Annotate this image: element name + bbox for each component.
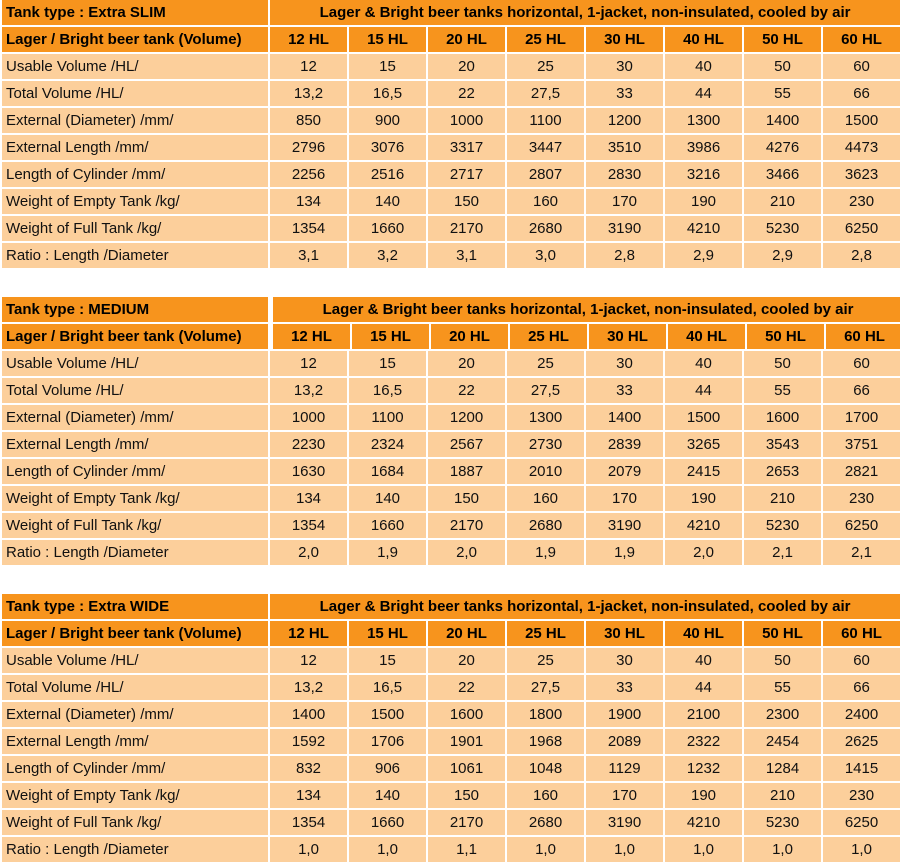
table-cell: 12 bbox=[270, 648, 347, 673]
table-cell: 1,0 bbox=[744, 837, 821, 862]
table-cell: 2830 bbox=[586, 162, 663, 187]
table-row bbox=[2, 810, 900, 835]
table-cell: 27,5 bbox=[507, 378, 584, 403]
row-label: External (Diameter) /mm/ bbox=[2, 405, 268, 430]
table-cell: 2,9 bbox=[665, 243, 742, 268]
table-cell: 1,0 bbox=[507, 837, 584, 862]
spec-table bbox=[0, 0, 900, 270]
table-cell: 1500 bbox=[665, 405, 742, 430]
table-cell: 2567 bbox=[428, 432, 505, 457]
table-cell: 30 bbox=[586, 648, 663, 673]
table-cell: 2,8 bbox=[823, 243, 900, 268]
table-cell: 12 bbox=[270, 54, 347, 79]
row-label: Length of Cylinder /mm/ bbox=[2, 459, 268, 484]
table-cell: 2170 bbox=[428, 216, 505, 241]
table-cell: 5230 bbox=[744, 216, 821, 241]
table-cell: 50 bbox=[744, 351, 821, 376]
table-row bbox=[2, 783, 900, 808]
table-cell: 2680 bbox=[507, 810, 584, 835]
table-cell: 40 bbox=[665, 648, 742, 673]
table-cell: 55 bbox=[744, 378, 821, 403]
table-cell: 832 bbox=[270, 756, 347, 781]
table-cell: 2516 bbox=[349, 162, 426, 187]
table-title-row bbox=[2, 297, 900, 322]
table-row bbox=[2, 648, 900, 673]
table-cell: 60 bbox=[823, 54, 900, 79]
table-cell: 3,0 bbox=[507, 243, 584, 268]
table-cell: 2400 bbox=[823, 702, 900, 727]
table-cell: 2680 bbox=[507, 513, 584, 538]
table-row bbox=[2, 513, 900, 538]
table-cell: 1300 bbox=[507, 405, 584, 430]
table-cell: 44 bbox=[665, 81, 742, 106]
table-cell: 2,0 bbox=[665, 540, 742, 565]
table-cell: 140 bbox=[349, 189, 426, 214]
spec-table bbox=[0, 592, 900, 864]
table-cell: 4210 bbox=[665, 810, 742, 835]
table-cell: 60 bbox=[823, 648, 900, 673]
row-label: Total Volume /HL/ bbox=[2, 378, 268, 403]
column-header: 50 HL bbox=[747, 324, 824, 349]
table-row bbox=[2, 216, 900, 241]
table-row bbox=[2, 405, 900, 430]
table-cell: 1000 bbox=[428, 108, 505, 133]
table-description: Lager & Bright beer tanks horizontal, 1-jacket, non-insulated, cooled by air bbox=[270, 594, 900, 619]
table-cell: 1901 bbox=[428, 729, 505, 754]
table-cell: 210 bbox=[744, 189, 821, 214]
table-cell: 2322 bbox=[665, 729, 742, 754]
column-header: 15 HL bbox=[349, 621, 426, 646]
row-label: Weight of Empty Tank /kg/ bbox=[2, 486, 268, 511]
table-cell: 2680 bbox=[507, 216, 584, 241]
column-header: 25 HL bbox=[507, 621, 584, 646]
table-row bbox=[2, 351, 900, 376]
column-header: 15 HL bbox=[349, 27, 426, 52]
table-cell: 2230 bbox=[270, 432, 347, 457]
table-cell: 150 bbox=[428, 783, 505, 808]
table-cell: 2256 bbox=[270, 162, 347, 187]
table-cell: 3543 bbox=[744, 432, 821, 457]
table-cell: 900 bbox=[349, 108, 426, 133]
table-cell: 33 bbox=[586, 378, 663, 403]
table-cell: 1887 bbox=[428, 459, 505, 484]
table-cell: 1660 bbox=[349, 513, 426, 538]
tank-type-title: Tank type : Extra SLIM bbox=[2, 0, 268, 25]
table-cell: 1284 bbox=[744, 756, 821, 781]
table-cell: 2,1 bbox=[823, 540, 900, 565]
table-cell: 1400 bbox=[586, 405, 663, 430]
table-cell: 60 bbox=[823, 351, 900, 376]
table-cell: 1061 bbox=[428, 756, 505, 781]
column-header: 30 HL bbox=[589, 324, 666, 349]
row-label: Weight of Full Tank /kg/ bbox=[2, 810, 268, 835]
table-cell: 2653 bbox=[744, 459, 821, 484]
table-cell: 1706 bbox=[349, 729, 426, 754]
table-cell: 6250 bbox=[823, 513, 900, 538]
row-label: Ratio : Length /Diameter bbox=[2, 837, 268, 862]
table-cell: 1700 bbox=[823, 405, 900, 430]
table-cell: 1592 bbox=[270, 729, 347, 754]
table-cell: 230 bbox=[823, 189, 900, 214]
table-cell: 1100 bbox=[349, 405, 426, 430]
table-cell: 55 bbox=[744, 81, 821, 106]
row-label: Total Volume /HL/ bbox=[2, 675, 268, 700]
row-label: Usable Volume /HL/ bbox=[2, 648, 268, 673]
table-cell: 1,0 bbox=[586, 837, 663, 862]
column-header: 50 HL bbox=[744, 621, 821, 646]
table-cell: 2415 bbox=[665, 459, 742, 484]
column-header: 20 HL bbox=[431, 324, 508, 349]
table-cell: 4210 bbox=[665, 216, 742, 241]
row-label: Weight of Empty Tank /kg/ bbox=[2, 189, 268, 214]
table-cell: 2625 bbox=[823, 729, 900, 754]
table-title-row bbox=[2, 0, 900, 25]
table-cell: 850 bbox=[270, 108, 347, 133]
table-row bbox=[2, 837, 900, 862]
table-cell: 2,9 bbox=[744, 243, 821, 268]
table-cell: 230 bbox=[823, 783, 900, 808]
table-cell: 3986 bbox=[665, 135, 742, 160]
row-label: Weight of Full Tank /kg/ bbox=[2, 216, 268, 241]
table-cell: 2170 bbox=[428, 513, 505, 538]
table-cell: 906 bbox=[349, 756, 426, 781]
table-cell: 16,5 bbox=[349, 675, 426, 700]
table-cell: 3510 bbox=[586, 135, 663, 160]
table-cell: 190 bbox=[665, 783, 742, 808]
table-cell: 210 bbox=[744, 486, 821, 511]
table-row bbox=[2, 135, 900, 160]
table-cell: 1354 bbox=[270, 810, 347, 835]
row-label: Weight of Empty Tank /kg/ bbox=[2, 783, 268, 808]
table-cell: 1,1 bbox=[428, 837, 505, 862]
column-header: 40 HL bbox=[668, 324, 745, 349]
column-header: 25 HL bbox=[510, 324, 587, 349]
table-cell: 3317 bbox=[428, 135, 505, 160]
table-cell: 15 bbox=[349, 351, 426, 376]
table-cell: 2839 bbox=[586, 432, 663, 457]
table-cell: 1600 bbox=[428, 702, 505, 727]
table-row bbox=[2, 189, 900, 214]
table-cell: 3466 bbox=[744, 162, 821, 187]
table-cell: 1,0 bbox=[349, 837, 426, 862]
table-cell: 1,9 bbox=[586, 540, 663, 565]
capacity-header-row bbox=[2, 621, 900, 646]
table-cell: 5230 bbox=[744, 810, 821, 835]
table-cell: 66 bbox=[823, 675, 900, 700]
row-label: Length of Cylinder /mm/ bbox=[2, 756, 268, 781]
capacity-label: Lager / Bright beer tank (Volume) bbox=[2, 621, 268, 646]
table-cell: 134 bbox=[270, 783, 347, 808]
column-header: 60 HL bbox=[823, 27, 900, 52]
tank-type-title: Tank type : MEDIUM bbox=[2, 297, 268, 322]
table-cell: 22 bbox=[428, 378, 505, 403]
table-cell: 170 bbox=[586, 783, 663, 808]
table-cell: 1,9 bbox=[507, 540, 584, 565]
table-cell: 3190 bbox=[586, 513, 663, 538]
table-cell: 2100 bbox=[665, 702, 742, 727]
table-cell: 5230 bbox=[744, 513, 821, 538]
table-cell: 1200 bbox=[428, 405, 505, 430]
table-row bbox=[2, 486, 900, 511]
capacity-label: Lager / Bright beer tank (Volume) bbox=[2, 324, 268, 349]
table-cell: 1400 bbox=[270, 702, 347, 727]
table-cell: 190 bbox=[665, 189, 742, 214]
table-cell: 2,1 bbox=[744, 540, 821, 565]
row-label: External Length /mm/ bbox=[2, 432, 268, 457]
row-label: Usable Volume /HL/ bbox=[2, 54, 268, 79]
table-cell: 33 bbox=[586, 81, 663, 106]
table-cell: 4210 bbox=[665, 513, 742, 538]
table-cell: 1354 bbox=[270, 216, 347, 241]
table-cell: 6250 bbox=[823, 216, 900, 241]
table-row bbox=[2, 162, 900, 187]
column-header: 12 HL bbox=[270, 621, 347, 646]
table-cell: 50 bbox=[744, 54, 821, 79]
column-header: 40 HL bbox=[665, 621, 742, 646]
table-cell: 3751 bbox=[823, 432, 900, 457]
capacity-label: Lager / Bright beer tank (Volume) bbox=[2, 27, 268, 52]
table-cell: 3076 bbox=[349, 135, 426, 160]
table-cell: 2821 bbox=[823, 459, 900, 484]
table-row bbox=[2, 54, 900, 79]
table-cell: 1100 bbox=[507, 108, 584, 133]
table-cell: 1,9 bbox=[349, 540, 426, 565]
table-cell: 25 bbox=[507, 648, 584, 673]
table-cell: 1048 bbox=[507, 756, 584, 781]
table-cell: 66 bbox=[823, 378, 900, 403]
table-cell: 13,2 bbox=[270, 81, 347, 106]
column-header: 40 HL bbox=[665, 27, 742, 52]
table-cell: 55 bbox=[744, 675, 821, 700]
table-cell: 210 bbox=[744, 783, 821, 808]
table-cell: 2300 bbox=[744, 702, 821, 727]
table-cell: 33 bbox=[586, 675, 663, 700]
table-row bbox=[2, 108, 900, 133]
table-cell: 140 bbox=[349, 486, 426, 511]
tank-type-title: Tank type : Extra WIDE bbox=[2, 594, 268, 619]
table-cell: 230 bbox=[823, 486, 900, 511]
table-cell: 3190 bbox=[586, 810, 663, 835]
table-cell: 2730 bbox=[507, 432, 584, 457]
table-cell: 2807 bbox=[507, 162, 584, 187]
table-cell: 1415 bbox=[823, 756, 900, 781]
table-cell: 15 bbox=[349, 648, 426, 673]
table-cell: 66 bbox=[823, 81, 900, 106]
table-row bbox=[2, 729, 900, 754]
table-cell: 1000 bbox=[270, 405, 347, 430]
row-label: Ratio : Length /Diameter bbox=[2, 540, 268, 565]
table-cell: 40 bbox=[665, 54, 742, 79]
table-cell: 1660 bbox=[349, 216, 426, 241]
table-cell: 190 bbox=[665, 486, 742, 511]
table-cell: 1900 bbox=[586, 702, 663, 727]
table-cell: 3,1 bbox=[270, 243, 347, 268]
table-row bbox=[2, 432, 900, 457]
table-cell: 25 bbox=[507, 54, 584, 79]
table-cell: 1500 bbox=[823, 108, 900, 133]
table-cell: 160 bbox=[507, 486, 584, 511]
table-cell: 44 bbox=[665, 378, 742, 403]
column-header: 20 HL bbox=[428, 621, 505, 646]
table-cell: 1500 bbox=[349, 702, 426, 727]
table-cell: 30 bbox=[586, 54, 663, 79]
table-cell: 2796 bbox=[270, 135, 347, 160]
table-cell: 1129 bbox=[586, 756, 663, 781]
table-cell: 160 bbox=[507, 189, 584, 214]
row-label: External Length /mm/ bbox=[2, 135, 268, 160]
column-header: 60 HL bbox=[826, 324, 900, 349]
table-cell: 44 bbox=[665, 675, 742, 700]
table-cell: 50 bbox=[744, 648, 821, 673]
column-header: 12 HL bbox=[273, 324, 350, 349]
table-cell: 16,5 bbox=[349, 81, 426, 106]
row-label: Ratio : Length /Diameter bbox=[2, 243, 268, 268]
table-description: Lager & Bright beer tanks horizontal, 1-jacket, non-insulated, cooled by air bbox=[270, 0, 900, 25]
table-row bbox=[2, 675, 900, 700]
column-header: 30 HL bbox=[586, 27, 663, 52]
table-cell: 40 bbox=[665, 351, 742, 376]
table-cell: 30 bbox=[586, 351, 663, 376]
table-cell: 20 bbox=[428, 648, 505, 673]
table-cell: 134 bbox=[270, 486, 347, 511]
row-label: Length of Cylinder /mm/ bbox=[2, 162, 268, 187]
capacity-header-row bbox=[2, 324, 900, 349]
table-cell: 1660 bbox=[349, 810, 426, 835]
column-header: 12 HL bbox=[270, 27, 347, 52]
table-row bbox=[2, 243, 900, 268]
table-cell: 1200 bbox=[586, 108, 663, 133]
table-cell: 170 bbox=[586, 486, 663, 511]
table-cell: 134 bbox=[270, 189, 347, 214]
table-cell: 25 bbox=[507, 351, 584, 376]
table-row bbox=[2, 702, 900, 727]
table-cell: 6250 bbox=[823, 810, 900, 835]
table-cell: 3623 bbox=[823, 162, 900, 187]
table-cell: 27,5 bbox=[507, 81, 584, 106]
table-cell: 1968 bbox=[507, 729, 584, 754]
table-cell: 22 bbox=[428, 675, 505, 700]
row-label: Total Volume /HL/ bbox=[2, 81, 268, 106]
table-cell: 170 bbox=[586, 189, 663, 214]
row-label: Usable Volume /HL/ bbox=[2, 351, 268, 376]
table-cell: 3265 bbox=[665, 432, 742, 457]
column-header: 60 HL bbox=[823, 621, 900, 646]
table-cell: 20 bbox=[428, 54, 505, 79]
row-label: External (Diameter) /mm/ bbox=[2, 702, 268, 727]
column-header: 50 HL bbox=[744, 27, 821, 52]
table-cell: 1,0 bbox=[665, 837, 742, 862]
table-row bbox=[2, 81, 900, 106]
column-header: 15 HL bbox=[352, 324, 429, 349]
table-cell: 2717 bbox=[428, 162, 505, 187]
table-cell: 16,5 bbox=[349, 378, 426, 403]
table-cell: 2089 bbox=[586, 729, 663, 754]
table-cell: 22 bbox=[428, 81, 505, 106]
table-cell: 1600 bbox=[744, 405, 821, 430]
table-row bbox=[2, 378, 900, 403]
column-header: 30 HL bbox=[586, 621, 663, 646]
spec-table bbox=[0, 295, 900, 567]
table-cell: 2,0 bbox=[428, 540, 505, 565]
table-cell: 20 bbox=[428, 351, 505, 376]
column-header: 25 HL bbox=[507, 27, 584, 52]
table-cell: 27,5 bbox=[507, 675, 584, 700]
table-cell: 4276 bbox=[744, 135, 821, 160]
table-title-row bbox=[2, 594, 900, 619]
capacity-header-row bbox=[2, 27, 900, 52]
table-cell: 2,8 bbox=[586, 243, 663, 268]
table-cell: 13,2 bbox=[270, 378, 347, 403]
table-cell: 150 bbox=[428, 189, 505, 214]
row-label: Weight of Full Tank /kg/ bbox=[2, 513, 268, 538]
table-cell: 160 bbox=[507, 783, 584, 808]
table-cell: 4473 bbox=[823, 135, 900, 160]
table-cell: 3,1 bbox=[428, 243, 505, 268]
row-label: External (Diameter) /mm/ bbox=[2, 108, 268, 133]
table-cell: 1684 bbox=[349, 459, 426, 484]
table-cell: 3216 bbox=[665, 162, 742, 187]
table-row bbox=[2, 540, 900, 565]
table-row bbox=[2, 459, 900, 484]
table-cell: 13,2 bbox=[270, 675, 347, 700]
table-cell: 1354 bbox=[270, 513, 347, 538]
table-cell: 2454 bbox=[744, 729, 821, 754]
table-cell: 140 bbox=[349, 783, 426, 808]
table-cell: 1232 bbox=[665, 756, 742, 781]
table-cell: 3,2 bbox=[349, 243, 426, 268]
table-cell: 12 bbox=[270, 351, 347, 376]
table-cell: 2170 bbox=[428, 810, 505, 835]
table-cell: 2010 bbox=[507, 459, 584, 484]
table-cell: 1800 bbox=[507, 702, 584, 727]
column-header: 20 HL bbox=[428, 27, 505, 52]
table-cell: 2079 bbox=[586, 459, 663, 484]
table-description: Lager & Bright beer tanks horizontal, 1-jacket, non-insulated, cooled by air bbox=[273, 297, 900, 322]
table-cell: 1,0 bbox=[823, 837, 900, 862]
table-cell: 1400 bbox=[744, 108, 821, 133]
table-cell: 2324 bbox=[349, 432, 426, 457]
row-label: External Length /mm/ bbox=[2, 729, 268, 754]
table-cell: 1630 bbox=[270, 459, 347, 484]
table-cell: 1300 bbox=[665, 108, 742, 133]
table-cell: 150 bbox=[428, 486, 505, 511]
table-cell: 2,0 bbox=[270, 540, 347, 565]
table-cell: 3447 bbox=[507, 135, 584, 160]
table-row bbox=[2, 756, 900, 781]
table-cell: 1,0 bbox=[270, 837, 347, 862]
table-cell: 3190 bbox=[586, 216, 663, 241]
table-cell: 15 bbox=[349, 54, 426, 79]
